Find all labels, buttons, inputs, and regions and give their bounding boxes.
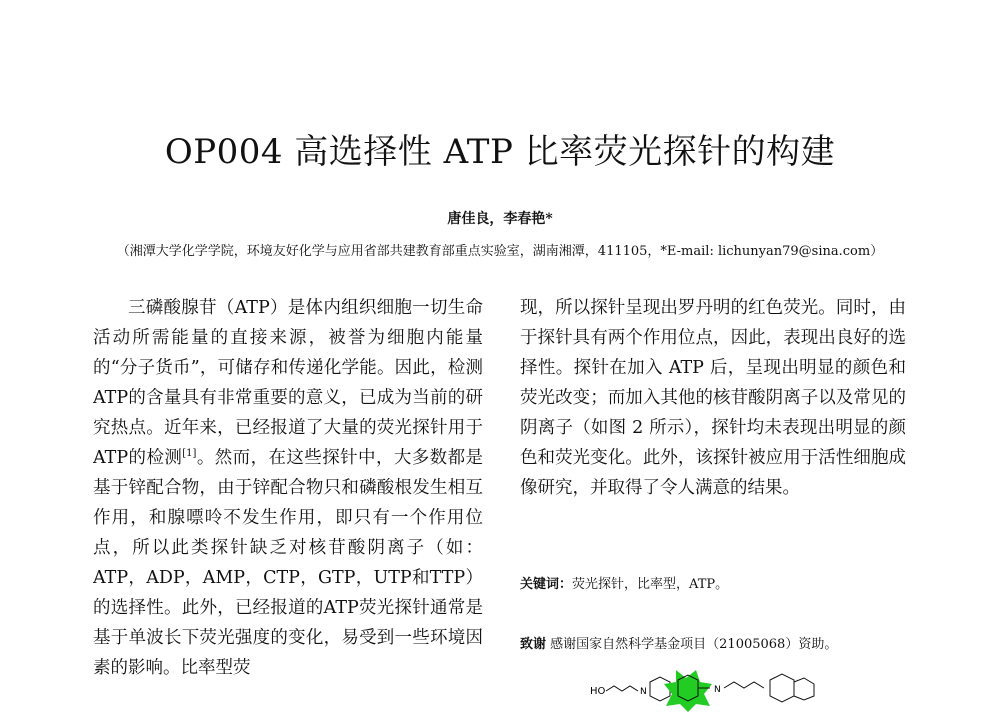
- acknowledgement: [520, 633, 940, 652]
- body-paragraph-right: 现，所以探针呈现出罗丹明的红色荧光。同时，由于探针具有两个作用位点，因此，表现出良好的选择性。探针在加入 ATP 后，呈现出明显的颜色和荧光改变；而加入其他的核苷酸阴离子以及常见的阴离子（如图 2 所示），探针均未表现出明显的颜色和荧光变化。此外，该探针被应用于活性细胞成像研究，并取得了令人满意的结果。: [520, 298, 906, 498]
- affiliation: （湘潭大学化学学院，环境友好化学与应用省部共建教育部重点实验室，湖南湘潭，411105，*E-mail: lichunyan79@sina.com）: [116, 244, 884, 259]
- body-text-segment-1: 三磷酸腺苷（ATP）是体内组织细胞一切生命活动所需能量的直接来源，被誉为细胞内能量的“分子货币”，可储存和传递化学能。因此，检测ATP的含量具有非常重要的意义，已成为当前的研究热点。近年来，已经报道了大量的荧光探针用于ATP的检测: [93, 298, 483, 468]
- structure-ring-piperazine: [650, 677, 670, 701]
- structure-chain-bond-2: [724, 682, 764, 688]
- structure-ring-rhodamine-2: [794, 678, 814, 700]
- fluorophore-highlight-star: [664, 670, 712, 712]
- keywords-text: 荧光探针，比率型，ATP。: [572, 577, 729, 592]
- keywords-label: 关键词：: [520, 577, 573, 592]
- structure-ring-rhodamine: [770, 674, 794, 702]
- body-paragraph-left: [93, 293, 483, 683]
- body-column-right: [520, 293, 906, 503]
- body-text-segment-2: 。然而，在这些探针中，大多数都是基于锌配合物，由于锌配合物只和磷酸根发生相互作用，和腺嘌呤不发生作用，即只有一个作用位点，所以此类探针缺乏对核苷酸阴离子（如：ATP，ADP，AMP，CTP，GTP，UTP和TTP）的选择性。此外，已经报道的ATP荧光探针通常是基于单波长下荧光强度的变化，易受到一些环境因素的影响。比率型荧: [93, 448, 483, 678]
- paper-title: OP004 高选择性 ATP 比率荧光探针的构建: [164, 132, 836, 172]
- author-list: 唐佳良，李春艳*: [447, 211, 553, 227]
- body-column-left: [93, 293, 483, 683]
- structure-chain-bond: [606, 686, 638, 691]
- acknowledgement-label: 致谢: [520, 637, 547, 652]
- structure-atom-label-1: N: [640, 687, 647, 697]
- structure-ho-label: HO: [590, 686, 606, 697]
- keywords: [520, 573, 920, 592]
- acknowledgement-text: 感谢国家自然科学基金项目（21005068）资助。: [546, 637, 838, 652]
- reference-marker[interactable]: [1]: [182, 448, 197, 460]
- chemical-structure-figure: [590, 668, 830, 713]
- structure-atom-label-2: N: [714, 685, 721, 695]
